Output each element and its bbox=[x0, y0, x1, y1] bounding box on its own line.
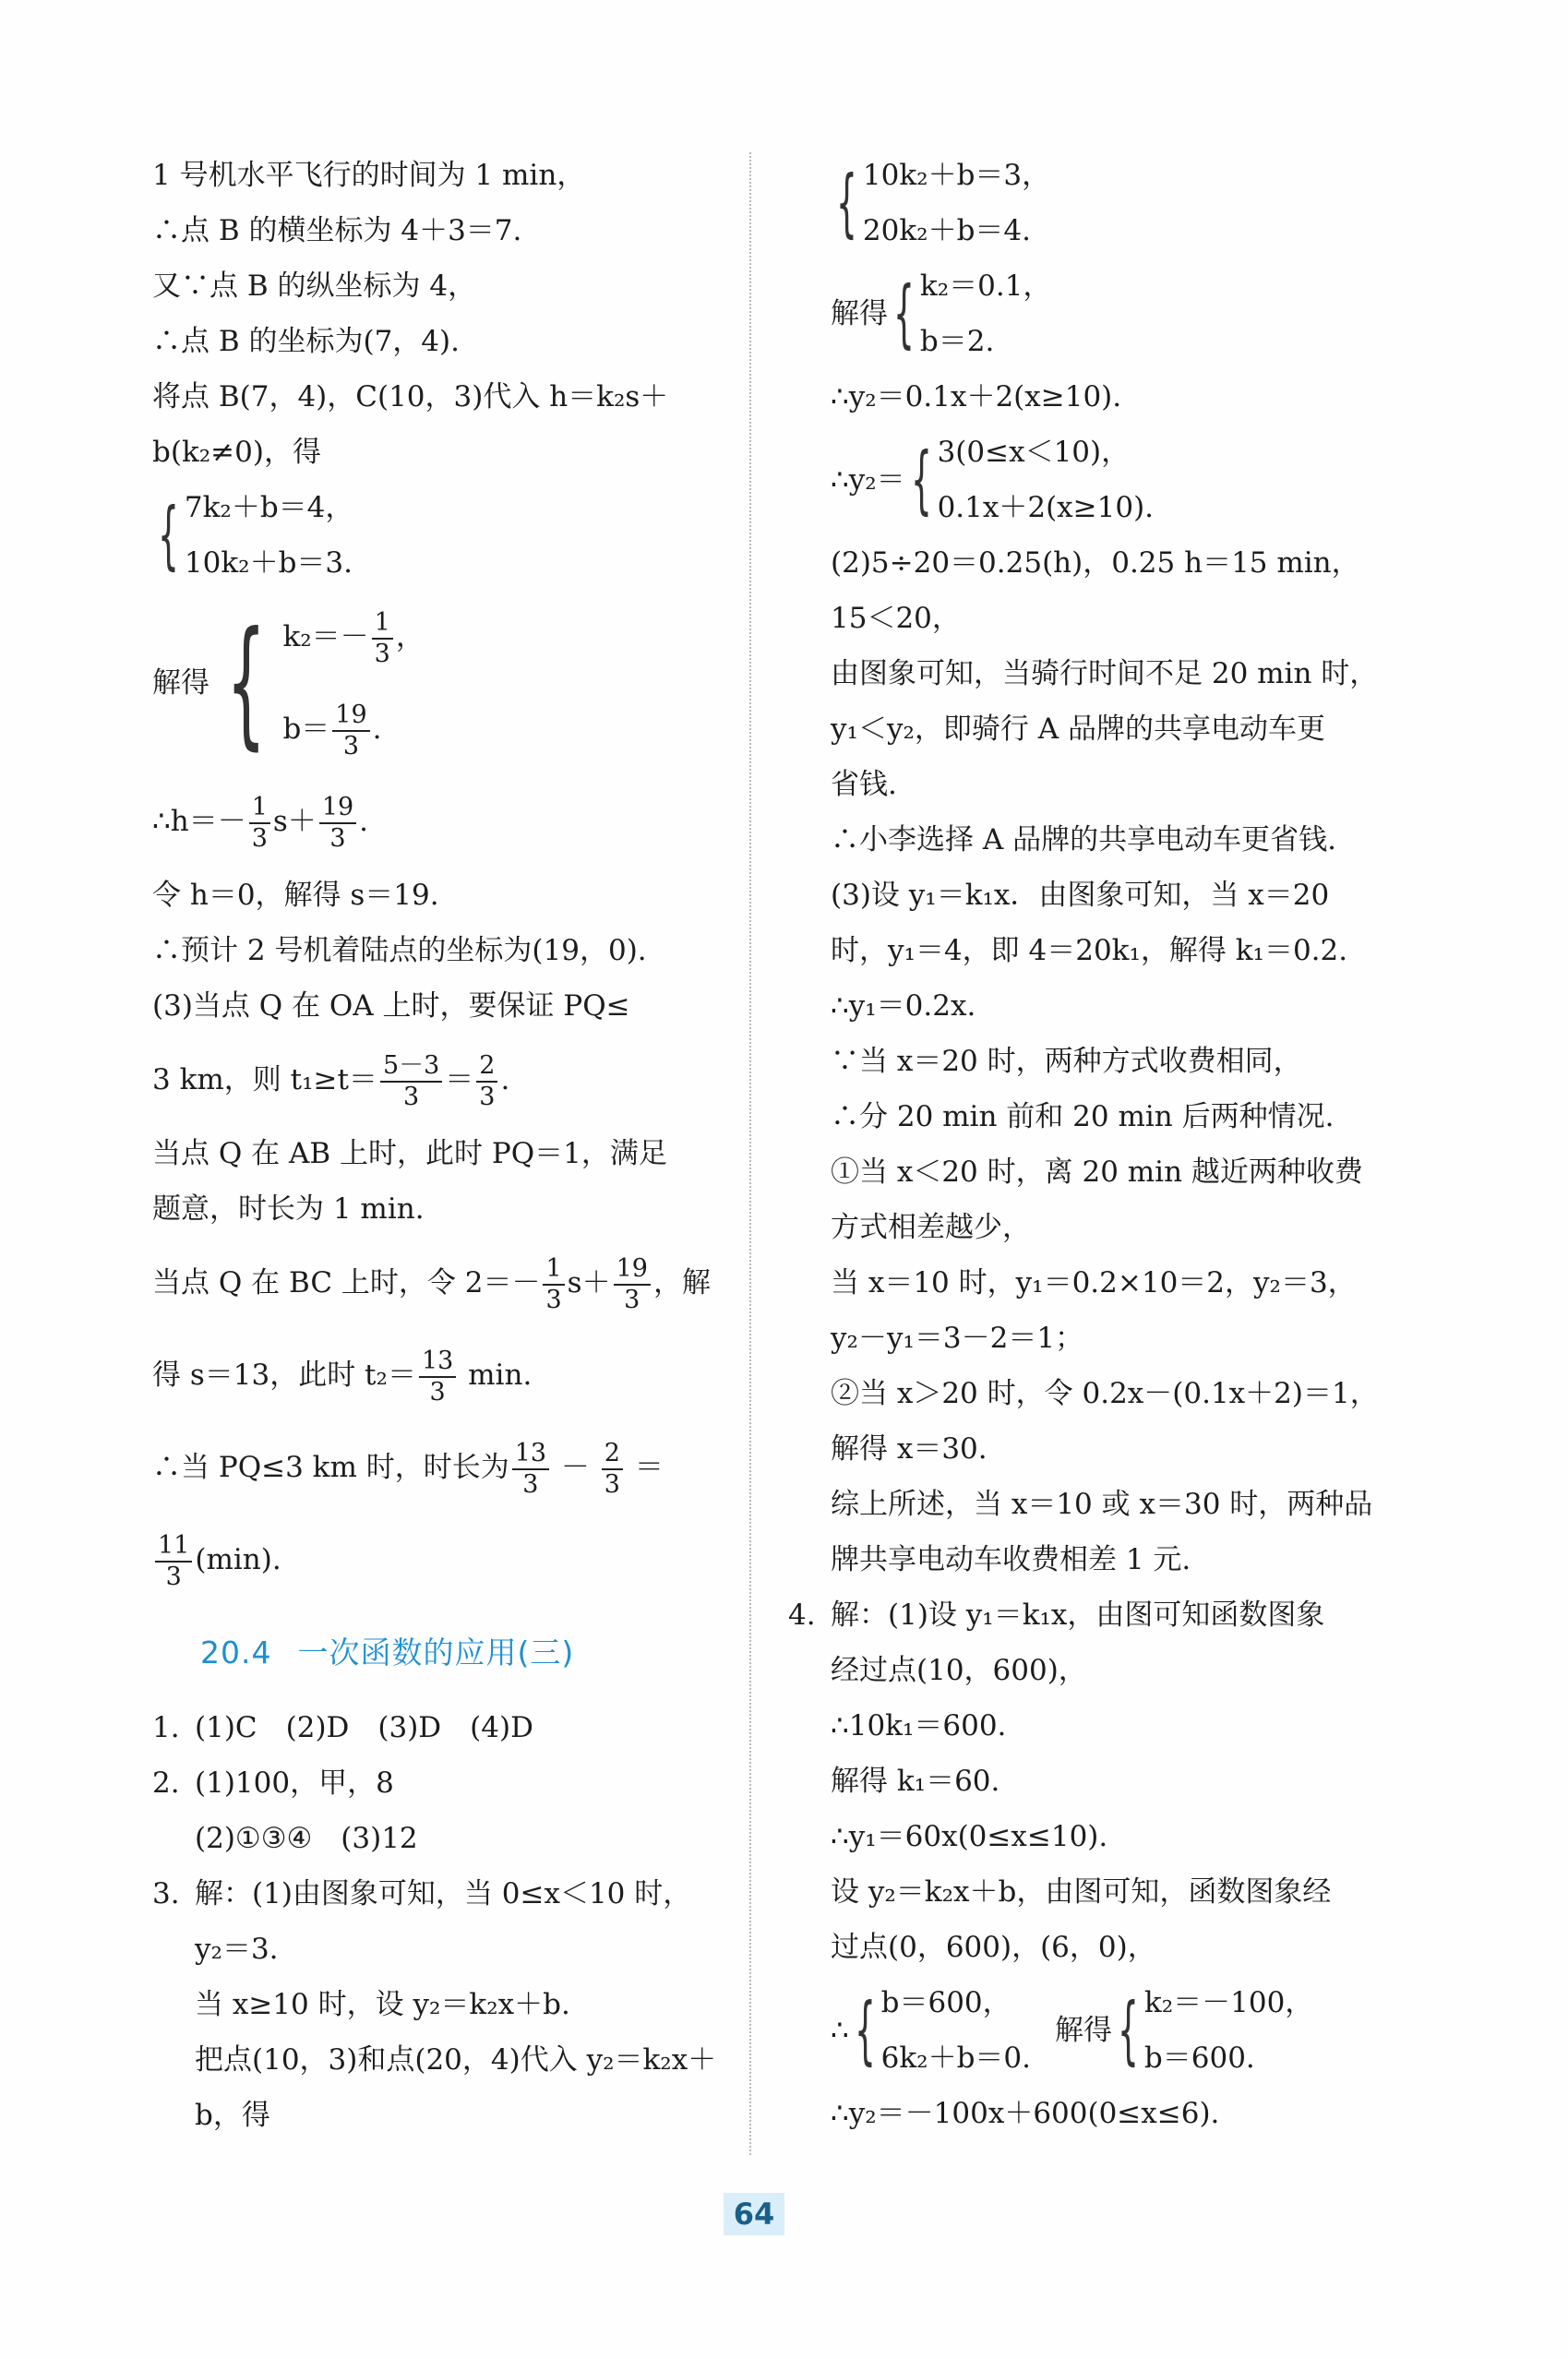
solution-label: 解得 bbox=[831, 297, 888, 330]
therefore-label: ∴ bbox=[831, 2014, 849, 2047]
fraction bbox=[319, 793, 356, 854]
right-column bbox=[788, 148, 1421, 2141]
fraction bbox=[512, 1439, 549, 1500]
equation-text: min. bbox=[459, 1359, 533, 1392]
equation: 0.1x＋2(x≥10). bbox=[937, 491, 1155, 524]
brace-icon: { bbox=[892, 270, 915, 356]
text-line: 当 x＝10 时，y₁＝0.2×10＝2，y₂＝3， bbox=[831, 1266, 1357, 1299]
equation-text: ，解 bbox=[652, 1266, 711, 1299]
text-line: 把点(10，3)和点(20，4)代入 y₂＝k₂x＋ bbox=[195, 2043, 717, 2077]
numerator: 13 bbox=[512, 1439, 549, 1470]
numerator: 1 bbox=[372, 608, 393, 640]
equation-text: ＝ bbox=[445, 1063, 474, 1096]
question-number: 2. bbox=[152, 1766, 180, 1800]
equation: b＝600. bbox=[1143, 2042, 1255, 2075]
equation: k₂＝－100， bbox=[1143, 1986, 1314, 2019]
text-line: 解得 k₁＝60. bbox=[831, 1765, 1000, 1798]
numerator: 1 bbox=[249, 793, 270, 824]
answer-item bbox=[152, 1866, 724, 1922]
denominator: 3 bbox=[429, 1377, 446, 1407]
equation-text: ∴当 PQ≤3 km 时，时长为 bbox=[152, 1451, 509, 1484]
text-line: ∴点 B 的横坐标为 4＋3＝7. bbox=[152, 214, 522, 247]
fraction bbox=[249, 793, 270, 854]
denominator: 3 bbox=[329, 823, 346, 853]
equation-text: . bbox=[359, 805, 369, 838]
text-line: 省钱. bbox=[831, 768, 897, 801]
fraction bbox=[155, 1531, 192, 1592]
brace-icon: { bbox=[226, 603, 267, 763]
equation: 7k₂＋b＝4， bbox=[184, 491, 354, 524]
column-divider bbox=[749, 152, 751, 2155]
brace-icon: { bbox=[910, 437, 932, 522]
equation bbox=[152, 775, 724, 868]
numerator: 2 bbox=[476, 1051, 497, 1083]
brace-icon: { bbox=[835, 160, 857, 245]
equation-text: k₂＝－ bbox=[282, 620, 369, 653]
text-line: 题意，时长为 1 min. bbox=[152, 1192, 425, 1226]
equation: 10k₂＋b＝3. bbox=[184, 546, 353, 580]
text-line: b，得 bbox=[195, 2099, 270, 2132]
answer-item bbox=[788, 1587, 1421, 1643]
text-line: ∴小李选择 A 品牌的共享电动车更省钱. bbox=[831, 823, 1336, 856]
text-line: 方式相差越少， bbox=[831, 1211, 1031, 1244]
section-title: 一次函数的应用(三) bbox=[297, 1635, 575, 1670]
text-line: (3)设 y₁＝k₁x．由图象可知，当 x＝20 bbox=[831, 879, 1330, 912]
equation-text: ＝ bbox=[625, 1451, 664, 1484]
equation-text: . bbox=[500, 1063, 510, 1096]
equation bbox=[152, 1514, 724, 1606]
question-number: 4. bbox=[788, 1599, 816, 1632]
fraction bbox=[543, 1254, 564, 1315]
equation-system bbox=[831, 1975, 1421, 2086]
equation: b＝600， bbox=[880, 1986, 1011, 2019]
fraction bbox=[419, 1347, 456, 1407]
denominator: 3 bbox=[403, 1082, 420, 1111]
text-line: 牌共享电动车收费相差 1 元. bbox=[831, 1543, 1191, 1576]
numerator: 11 bbox=[155, 1531, 192, 1563]
text-line: 又∵点 B 的纵坐标为 4， bbox=[152, 269, 477, 303]
solution-system bbox=[152, 591, 724, 775]
section-number: 20.4 bbox=[200, 1635, 272, 1670]
numerator: 19 bbox=[319, 793, 356, 824]
text-line: 经过点(10，600)， bbox=[831, 1654, 1087, 1687]
equation: 3(0≤x＜10)， bbox=[937, 436, 1131, 469]
text-line: ∴y₁＝0.2x. bbox=[831, 989, 976, 1023]
text-line: y₂－y₁＝3－2＝1； bbox=[831, 1322, 1084, 1355]
text-line: ②当 x＞20 时，令 0.2x－(0.1x＋2)＝1， bbox=[831, 1377, 1379, 1410]
denominator: 3 bbox=[522, 1469, 539, 1499]
text-line: ∴预计 2 号机着陆点的坐标为(19，0). bbox=[152, 934, 647, 967]
denominator: 3 bbox=[604, 1469, 620, 1499]
text-line: ∴10k₁＝600. bbox=[831, 1709, 1007, 1742]
solution-system bbox=[831, 258, 1421, 369]
text-line: 令 h＝0，解得 s＝19. bbox=[152, 879, 439, 912]
equation-text: 当点 Q 在 BC 上时，令 2＝－ bbox=[152, 1266, 541, 1299]
equation-text: b＝ bbox=[282, 712, 330, 746]
text-line: 解得 x＝30. bbox=[831, 1432, 987, 1466]
text-line: 当点 Q 在 AB 上时，此时 PQ＝1，满足 bbox=[152, 1137, 667, 1170]
text-line: y₁＜y₂，即骑行 A 品牌的共享电动车更 bbox=[831, 712, 1325, 746]
equation-system bbox=[831, 148, 1421, 258]
text-line: 将点 B(7，4)，C(10，3)代入 h＝k₂s＋ bbox=[152, 380, 669, 413]
text-line: ∴y₂＝0.1x＋2(x≥10). bbox=[831, 380, 1122, 413]
equation bbox=[152, 1421, 724, 1514]
text-line: (3)当点 Q 在 OA 上时，要保证 PQ≤ bbox=[152, 989, 630, 1023]
equation-text: ∴h＝－ bbox=[152, 805, 246, 838]
equation bbox=[152, 1237, 724, 1329]
equation-text: s＋ bbox=[272, 805, 317, 838]
answer-item bbox=[152, 1755, 724, 1811]
brace-icon: { bbox=[157, 492, 179, 578]
brace-icon: { bbox=[854, 1987, 876, 2073]
text-line: 综上所述，当 x＝10 或 x＝30 时，两种品 bbox=[831, 1488, 1373, 1521]
text-line: 当 x≥10 时，设 y₂＝k₂x＋b. bbox=[195, 1988, 570, 2021]
text-line: ①当 x＜20 时，离 20 min 越近两种收费 bbox=[831, 1156, 1363, 1189]
equation-text: 3 km，则 t₁≥t＝ bbox=[152, 1063, 377, 1096]
denominator: 3 bbox=[479, 1082, 496, 1111]
answer-text: 解：(1)设 y₁＝k₁x，由图可知函数图象 bbox=[831, 1599, 1325, 1632]
denominator: 3 bbox=[251, 823, 268, 853]
fraction bbox=[380, 1051, 442, 1112]
denominator: 3 bbox=[342, 731, 360, 760]
answer-text: (1)100，甲，8 bbox=[195, 1766, 394, 1800]
equation-text: － bbox=[552, 1451, 599, 1484]
fraction bbox=[332, 701, 369, 761]
section-heading bbox=[200, 1621, 724, 1685]
left-column bbox=[152, 148, 724, 2143]
text-line: 1 号机水平飞行的时间为 1 min， bbox=[152, 159, 586, 192]
solution-label: 解得 bbox=[1055, 2014, 1112, 2047]
text-line: 时，y₁＝4，即 4＝20k₁，解得 k₁＝0.2. bbox=[831, 934, 1348, 967]
numerator: 5－3 bbox=[380, 1051, 442, 1083]
equation bbox=[152, 1034, 724, 1126]
answer-text: 解：(1)由图象可知，当 0≤x＜10 时， bbox=[195, 1877, 692, 1910]
text-line: 由图象可知，当骑行时间不足 20 min 时， bbox=[831, 657, 1379, 690]
piecewise-function bbox=[831, 425, 1421, 535]
equation-text: . bbox=[372, 712, 382, 746]
denominator: 3 bbox=[165, 1562, 182, 1591]
text-line: ∴分 20 min 前和 20 min 后两种情况. bbox=[831, 1100, 1335, 1133]
fraction bbox=[614, 1254, 651, 1315]
question-number: 3. bbox=[152, 1877, 180, 1910]
numerator: 1 bbox=[543, 1254, 564, 1286]
equation-text: s＋ bbox=[567, 1266, 611, 1299]
equation bbox=[282, 683, 424, 775]
equation: 6k₂＋b＝0. bbox=[880, 2042, 1031, 2075]
equation: 10k₂＋b＝3， bbox=[862, 159, 1051, 192]
equation-text: (min). bbox=[195, 1543, 281, 1576]
piecewise-label: ∴y₂＝ bbox=[831, 463, 905, 497]
brace-icon: { bbox=[1117, 1987, 1139, 2073]
numerator: 19 bbox=[332, 701, 369, 732]
text-line: b(k₂≠0)，得 bbox=[152, 436, 321, 469]
fraction bbox=[602, 1439, 623, 1500]
text-line: (2)5÷20＝0.25(h)，0.25 h＝15 min， bbox=[831, 546, 1360, 580]
denominator: 3 bbox=[545, 1285, 562, 1314]
numerator: 13 bbox=[419, 1347, 456, 1378]
equation: k₂＝0.1， bbox=[919, 269, 1052, 303]
denominator: 3 bbox=[624, 1285, 640, 1314]
text-line: ∴y₁＝60x(0≤x≤10). bbox=[831, 1820, 1108, 1853]
text-line: 15＜20， bbox=[831, 602, 961, 635]
denominator: 3 bbox=[374, 639, 390, 668]
equation-system bbox=[152, 480, 724, 591]
text-line: ∴点 B 的坐标为(7，4). bbox=[152, 325, 460, 358]
equation-text: 得 s＝13，此时 t₂＝ bbox=[152, 1359, 416, 1392]
answer-item bbox=[152, 1700, 724, 1755]
fraction bbox=[372, 608, 393, 669]
numerator: 19 bbox=[614, 1254, 651, 1286]
question-number: 1. bbox=[152, 1711, 180, 1744]
equation: 20k₂＋b＝4. bbox=[862, 214, 1031, 247]
text-line: ∵当 x＝20 时，两种方式收费相同， bbox=[831, 1045, 1302, 1078]
fraction bbox=[476, 1051, 497, 1112]
text-line: ∴y₂＝－100x＋600(0≤x≤6). bbox=[831, 2097, 1220, 2130]
numerator: 2 bbox=[602, 1439, 623, 1470]
text-line: y₂＝3. bbox=[195, 1933, 279, 1966]
text-line: 过点(0，600)，(6，0)， bbox=[831, 1931, 1156, 1964]
equation-text: ， bbox=[395, 620, 425, 653]
text-line: 设 y₂＝k₂x＋b，由图可知，函数图象经 bbox=[831, 1875, 1332, 1909]
answer-text: (1)C (2)D (3)D (4)D bbox=[195, 1711, 533, 1744]
equation bbox=[152, 1329, 724, 1421]
page-number: 64 bbox=[724, 2193, 784, 2235]
equation: b＝2. bbox=[919, 325, 995, 358]
text-line: (2)①③④ (3)12 bbox=[195, 1822, 418, 1855]
solution-label: 解得 bbox=[152, 666, 209, 700]
equation bbox=[282, 591, 424, 683]
